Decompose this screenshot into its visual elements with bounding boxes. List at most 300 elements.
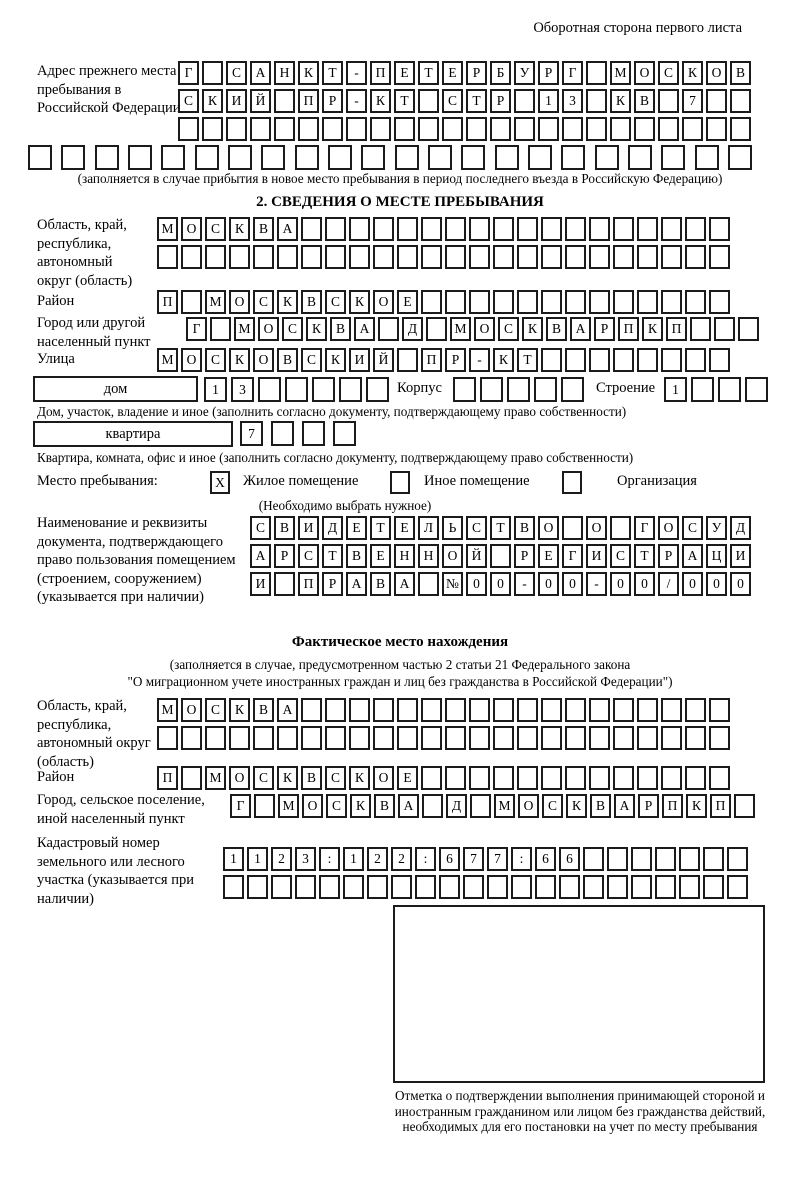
char-cell[interactable] <box>469 217 490 241</box>
char-cell[interactable]: Ь <box>442 516 463 540</box>
char-cell[interactable]: В <box>253 698 274 722</box>
char-cell[interactable] <box>610 117 631 141</box>
char-cell[interactable] <box>421 766 442 790</box>
char-cell[interactable] <box>685 348 706 372</box>
char-cell[interactable] <box>589 726 610 750</box>
char-cell[interactable] <box>421 698 442 722</box>
char-cell[interactable] <box>507 377 530 402</box>
char-cell[interactable]: П <box>710 794 731 818</box>
char-cell[interactable] <box>493 698 514 722</box>
char-cell[interactable] <box>661 217 682 241</box>
char-cell[interactable] <box>445 766 466 790</box>
char-cell[interactable] <box>637 698 658 722</box>
char-cell[interactable] <box>366 377 389 402</box>
char-cell[interactable]: 6 <box>535 847 556 871</box>
char-cell[interactable]: Р <box>538 61 559 85</box>
char-cell[interactable]: П <box>298 89 319 113</box>
char-cell[interactable]: : <box>319 847 340 871</box>
char-cell[interactable] <box>493 245 514 269</box>
char-cell[interactable]: 1 <box>664 377 687 402</box>
char-cell[interactable] <box>541 245 562 269</box>
char-cell[interactable]: Д <box>730 516 751 540</box>
char-cell[interactable] <box>661 698 682 722</box>
char-cell[interactable]: 0 <box>682 572 703 596</box>
char-cell[interactable]: 2 <box>367 847 388 871</box>
char-cell[interactable] <box>613 698 634 722</box>
char-cell[interactable]: 0 <box>490 572 511 596</box>
char-cell[interactable]: О <box>181 698 202 722</box>
char-cell[interactable] <box>258 377 281 402</box>
char-cell[interactable]: В <box>330 317 351 341</box>
char-cell[interactable] <box>490 544 511 568</box>
char-cell[interactable] <box>514 117 535 141</box>
char-cell[interactable]: Г <box>230 794 251 818</box>
char-cell[interactable] <box>565 217 586 241</box>
char-cell[interactable] <box>418 89 439 113</box>
char-cell[interactable]: М <box>610 61 631 85</box>
char-cell[interactable]: Й <box>250 89 271 113</box>
char-cell[interactable] <box>202 61 223 85</box>
char-cell[interactable] <box>178 117 199 141</box>
char-cell[interactable] <box>205 245 226 269</box>
char-cell[interactable]: К <box>229 698 250 722</box>
char-cell[interactable] <box>589 217 610 241</box>
char-cell[interactable] <box>463 875 484 899</box>
char-cell[interactable]: В <box>274 516 295 540</box>
char-cell[interactable] <box>586 61 607 85</box>
char-cell[interactable] <box>745 377 768 402</box>
char-cell[interactable]: А <box>250 544 271 568</box>
char-cell[interactable]: К <box>325 348 346 372</box>
char-cell[interactable]: Р <box>466 61 487 85</box>
char-cell[interactable] <box>181 245 202 269</box>
char-cell[interactable]: И <box>226 89 247 113</box>
char-cell[interactable] <box>469 290 490 314</box>
char-cell[interactable] <box>709 348 730 372</box>
char-cell[interactable] <box>373 217 394 241</box>
char-cell[interactable] <box>517 766 538 790</box>
char-cell[interactable] <box>274 572 295 596</box>
char-cell[interactable] <box>397 245 418 269</box>
char-cell[interactable] <box>706 89 727 113</box>
char-cell[interactable] <box>226 117 247 141</box>
char-cell[interactable] <box>328 145 352 170</box>
char-cell[interactable] <box>583 847 604 871</box>
char-cell[interactable]: К <box>686 794 707 818</box>
char-cell[interactable] <box>415 875 436 899</box>
char-cell[interactable] <box>271 875 292 899</box>
char-cell[interactable]: 3 <box>562 89 583 113</box>
char-cell[interactable]: Е <box>397 766 418 790</box>
char-cell[interactable] <box>274 117 295 141</box>
char-cell[interactable] <box>586 117 607 141</box>
char-cell[interactable] <box>541 698 562 722</box>
char-cell[interactable]: К <box>277 766 298 790</box>
char-cell[interactable]: Р <box>322 572 343 596</box>
char-cell[interactable] <box>695 145 719 170</box>
char-cell[interactable]: Р <box>658 544 679 568</box>
char-cell[interactable] <box>658 89 679 113</box>
char-cell[interactable] <box>561 145 585 170</box>
char-cell[interactable]: К <box>229 348 250 372</box>
char-cell[interactable] <box>487 875 508 899</box>
char-cell[interactable] <box>565 290 586 314</box>
char-cell[interactable]: С <box>301 348 322 372</box>
char-cell[interactable]: А <box>346 572 367 596</box>
char-cell[interactable] <box>325 245 346 269</box>
char-cell[interactable]: К <box>202 89 223 113</box>
char-cell[interactable]: К <box>229 217 250 241</box>
char-cell[interactable] <box>426 317 447 341</box>
char-cell[interactable] <box>613 290 634 314</box>
char-cell[interactable] <box>655 875 676 899</box>
char-cell[interactable]: 2 <box>271 847 292 871</box>
stay-type-checkbox-residential[interactable]: X <box>210 471 230 494</box>
char-cell[interactable]: - <box>469 348 490 372</box>
char-cell[interactable] <box>181 726 202 750</box>
char-cell[interactable]: О <box>253 348 274 372</box>
char-cell[interactable]: Т <box>634 544 655 568</box>
char-cell[interactable] <box>445 726 466 750</box>
char-cell[interactable] <box>738 317 759 341</box>
char-cell[interactable] <box>495 145 519 170</box>
char-cell[interactable]: 7 <box>463 847 484 871</box>
char-cell[interactable]: Д <box>322 516 343 540</box>
char-cell[interactable] <box>730 117 751 141</box>
char-cell[interactable]: Т <box>322 544 343 568</box>
char-cell[interactable] <box>295 875 316 899</box>
char-cell[interactable] <box>378 317 399 341</box>
char-cell[interactable] <box>343 875 364 899</box>
char-cell[interactable] <box>397 348 418 372</box>
char-cell[interactable] <box>277 726 298 750</box>
char-cell[interactable]: 7 <box>240 421 263 446</box>
char-cell[interactable]: - <box>586 572 607 596</box>
char-cell[interactable] <box>589 290 610 314</box>
char-cell[interactable] <box>565 245 586 269</box>
char-cell[interactable]: И <box>349 348 370 372</box>
char-cell[interactable] <box>229 245 250 269</box>
char-cell[interactable] <box>301 726 322 750</box>
char-cell[interactable] <box>685 290 706 314</box>
char-cell[interactable]: Н <box>418 544 439 568</box>
char-cell[interactable] <box>589 698 610 722</box>
char-cell[interactable]: А <box>277 698 298 722</box>
char-cell[interactable] <box>613 348 634 372</box>
char-cell[interactable]: Е <box>394 516 415 540</box>
char-cell[interactable] <box>195 145 219 170</box>
char-cell[interactable]: В <box>374 794 395 818</box>
char-cell[interactable] <box>250 117 271 141</box>
char-cell[interactable]: 1 <box>538 89 559 113</box>
char-cell[interactable] <box>589 766 610 790</box>
char-cell[interactable]: И <box>250 572 271 596</box>
char-cell[interactable]: А <box>682 544 703 568</box>
char-cell[interactable]: 2 <box>391 847 412 871</box>
char-cell[interactable] <box>469 726 490 750</box>
stay-type-checkbox-organization[interactable] <box>562 471 582 494</box>
char-cell[interactable]: Т <box>370 516 391 540</box>
char-cell[interactable]: М <box>157 698 178 722</box>
char-cell[interactable] <box>541 348 562 372</box>
char-cell[interactable] <box>461 145 485 170</box>
char-cell[interactable] <box>349 245 370 269</box>
char-cell[interactable]: К <box>370 89 391 113</box>
char-cell[interactable]: С <box>250 516 271 540</box>
char-cell[interactable] <box>631 847 652 871</box>
char-cell[interactable] <box>682 117 703 141</box>
char-cell[interactable]: Е <box>538 544 559 568</box>
char-cell[interactable]: М <box>234 317 255 341</box>
char-cell[interactable]: Е <box>346 516 367 540</box>
char-cell[interactable] <box>511 875 532 899</box>
char-cell[interactable] <box>589 245 610 269</box>
char-cell[interactable]: В <box>590 794 611 818</box>
char-cell[interactable] <box>706 117 727 141</box>
char-cell[interactable] <box>253 245 274 269</box>
char-cell[interactable]: К <box>493 348 514 372</box>
char-cell[interactable] <box>691 377 714 402</box>
char-cell[interactable] <box>439 875 460 899</box>
char-cell[interactable] <box>562 117 583 141</box>
char-cell[interactable] <box>442 117 463 141</box>
char-cell[interactable]: С <box>442 89 463 113</box>
char-cell[interactable] <box>394 117 415 141</box>
char-cell[interactable]: Н <box>394 544 415 568</box>
char-cell[interactable] <box>261 145 285 170</box>
char-cell[interactable] <box>493 290 514 314</box>
char-cell[interactable]: О <box>373 766 394 790</box>
char-cell[interactable]: Р <box>638 794 659 818</box>
char-cell[interactable]: Б <box>490 61 511 85</box>
char-cell[interactable] <box>397 217 418 241</box>
char-cell[interactable] <box>583 875 604 899</box>
stay-type-checkbox-other-premises[interactable] <box>390 471 410 494</box>
char-cell[interactable]: П <box>421 348 442 372</box>
char-cell[interactable]: Д <box>446 794 467 818</box>
char-cell[interactable]: В <box>730 61 751 85</box>
char-cell[interactable] <box>541 726 562 750</box>
char-cell[interactable]: В <box>546 317 567 341</box>
char-cell[interactable] <box>418 117 439 141</box>
char-cell[interactable] <box>349 726 370 750</box>
char-cell[interactable]: : <box>415 847 436 871</box>
char-cell[interactable]: - <box>514 572 535 596</box>
char-cell[interactable] <box>613 726 634 750</box>
char-cell[interactable]: А <box>614 794 635 818</box>
char-cell[interactable] <box>339 377 362 402</box>
char-cell[interactable]: К <box>349 766 370 790</box>
char-cell[interactable] <box>469 698 490 722</box>
char-cell[interactable]: С <box>542 794 563 818</box>
char-cell[interactable]: Р <box>322 89 343 113</box>
char-cell[interactable]: Т <box>517 348 538 372</box>
char-cell[interactable] <box>613 245 634 269</box>
char-cell[interactable]: С <box>205 217 226 241</box>
char-cell[interactable]: И <box>298 516 319 540</box>
char-cell[interactable] <box>589 348 610 372</box>
char-cell[interactable] <box>517 698 538 722</box>
char-cell[interactable] <box>466 117 487 141</box>
char-cell[interactable] <box>559 875 580 899</box>
char-cell[interactable] <box>728 145 752 170</box>
char-cell[interactable] <box>205 726 226 750</box>
char-cell[interactable] <box>607 875 628 899</box>
char-cell[interactable] <box>319 875 340 899</box>
char-cell[interactable] <box>210 317 231 341</box>
char-cell[interactable] <box>703 847 724 871</box>
char-cell[interactable] <box>181 290 202 314</box>
char-cell[interactable] <box>422 794 443 818</box>
char-cell[interactable] <box>541 217 562 241</box>
char-cell[interactable] <box>613 766 634 790</box>
char-cell[interactable]: С <box>466 516 487 540</box>
char-cell[interactable]: Г <box>562 544 583 568</box>
char-cell[interactable] <box>703 875 724 899</box>
char-cell[interactable]: Г <box>178 61 199 85</box>
char-cell[interactable]: К <box>682 61 703 85</box>
char-cell[interactable] <box>301 245 322 269</box>
char-cell[interactable]: Г <box>186 317 207 341</box>
char-cell[interactable] <box>223 875 244 899</box>
char-cell[interactable] <box>493 726 514 750</box>
char-cell[interactable] <box>322 117 343 141</box>
char-cell[interactable]: Т <box>418 61 439 85</box>
char-cell[interactable]: В <box>253 217 274 241</box>
char-cell[interactable]: 0 <box>538 572 559 596</box>
char-cell[interactable] <box>565 698 586 722</box>
char-cell[interactable] <box>421 726 442 750</box>
char-cell[interactable] <box>95 145 119 170</box>
char-cell[interactable] <box>202 117 223 141</box>
char-cell[interactable] <box>469 245 490 269</box>
char-cell[interactable] <box>734 794 755 818</box>
char-cell[interactable]: 6 <box>559 847 580 871</box>
char-cell[interactable] <box>325 217 346 241</box>
char-cell[interactable]: О <box>658 516 679 540</box>
char-cell[interactable] <box>367 875 388 899</box>
char-cell[interactable] <box>228 145 252 170</box>
char-cell[interactable] <box>561 377 584 402</box>
char-cell[interactable]: К <box>642 317 663 341</box>
char-cell[interactable] <box>397 726 418 750</box>
char-cell[interactable] <box>727 875 748 899</box>
char-cell[interactable] <box>631 875 652 899</box>
char-cell[interactable] <box>445 245 466 269</box>
char-cell[interactable]: 1 <box>247 847 268 871</box>
char-cell[interactable] <box>661 245 682 269</box>
char-cell[interactable] <box>709 698 730 722</box>
char-cell[interactable] <box>517 726 538 750</box>
char-cell[interactable]: С <box>178 89 199 113</box>
char-cell[interactable]: В <box>634 89 655 113</box>
char-cell[interactable]: С <box>682 516 703 540</box>
char-cell[interactable]: Й <box>373 348 394 372</box>
char-cell[interactable] <box>285 377 308 402</box>
char-cell[interactable]: К <box>522 317 543 341</box>
char-cell[interactable]: К <box>610 89 631 113</box>
char-cell[interactable] <box>271 421 294 446</box>
char-cell[interactable] <box>480 377 503 402</box>
char-cell[interactable]: С <box>253 766 274 790</box>
char-cell[interactable]: С <box>205 698 226 722</box>
char-cell[interactable] <box>421 290 442 314</box>
char-cell[interactable]: О <box>634 61 655 85</box>
char-cell[interactable]: М <box>205 766 226 790</box>
char-cell[interactable] <box>391 875 412 899</box>
char-cell[interactable]: 3 <box>295 847 316 871</box>
char-cell[interactable] <box>634 117 655 141</box>
char-cell[interactable]: С <box>658 61 679 85</box>
char-cell[interactable] <box>161 145 185 170</box>
char-cell[interactable] <box>325 698 346 722</box>
char-cell[interactable] <box>373 726 394 750</box>
char-cell[interactable]: К <box>298 61 319 85</box>
char-cell[interactable] <box>628 145 652 170</box>
char-cell[interactable]: М <box>278 794 299 818</box>
char-cell[interactable]: Й <box>466 544 487 568</box>
char-cell[interactable]: О <box>518 794 539 818</box>
char-cell[interactable] <box>349 698 370 722</box>
char-cell[interactable] <box>637 290 658 314</box>
char-cell[interactable] <box>514 89 535 113</box>
char-cell[interactable]: С <box>610 544 631 568</box>
char-cell[interactable]: О <box>538 516 559 540</box>
char-cell[interactable]: Р <box>594 317 615 341</box>
char-cell[interactable] <box>470 794 491 818</box>
char-cell[interactable]: С <box>326 794 347 818</box>
char-cell[interactable] <box>445 217 466 241</box>
char-cell[interactable]: Е <box>394 61 415 85</box>
char-cell[interactable]: О <box>706 61 727 85</box>
char-cell[interactable] <box>658 117 679 141</box>
char-cell[interactable]: И <box>586 544 607 568</box>
char-cell[interactable]: О <box>258 317 279 341</box>
char-cell[interactable] <box>685 245 706 269</box>
char-cell[interactable]: Г <box>562 61 583 85</box>
char-cell[interactable] <box>493 766 514 790</box>
char-cell[interactable]: В <box>301 766 322 790</box>
char-cell[interactable] <box>613 217 634 241</box>
char-cell[interactable] <box>421 245 442 269</box>
char-cell[interactable] <box>302 421 325 446</box>
char-cell[interactable] <box>517 245 538 269</box>
char-cell[interactable]: К <box>566 794 587 818</box>
char-cell[interactable]: С <box>298 544 319 568</box>
char-cell[interactable]: 0 <box>562 572 583 596</box>
char-cell[interactable] <box>157 726 178 750</box>
char-cell[interactable]: А <box>398 794 419 818</box>
char-cell[interactable] <box>538 117 559 141</box>
char-cell[interactable]: Н <box>274 61 295 85</box>
char-cell[interactable] <box>565 766 586 790</box>
char-cell[interactable] <box>534 377 557 402</box>
char-cell[interactable] <box>655 847 676 871</box>
char-cell[interactable] <box>661 290 682 314</box>
char-cell[interactable]: 6 <box>439 847 460 871</box>
char-cell[interactable]: 1 <box>204 377 227 402</box>
char-cell[interactable]: 0 <box>610 572 631 596</box>
char-cell[interactable] <box>541 766 562 790</box>
char-cell[interactable] <box>301 698 322 722</box>
char-cell[interactable] <box>181 766 202 790</box>
char-cell[interactable] <box>298 117 319 141</box>
char-cell[interactable] <box>709 726 730 750</box>
char-cell[interactable] <box>428 145 452 170</box>
char-cell[interactable]: 0 <box>706 572 727 596</box>
char-cell[interactable] <box>730 89 751 113</box>
char-cell[interactable]: Ц <box>706 544 727 568</box>
